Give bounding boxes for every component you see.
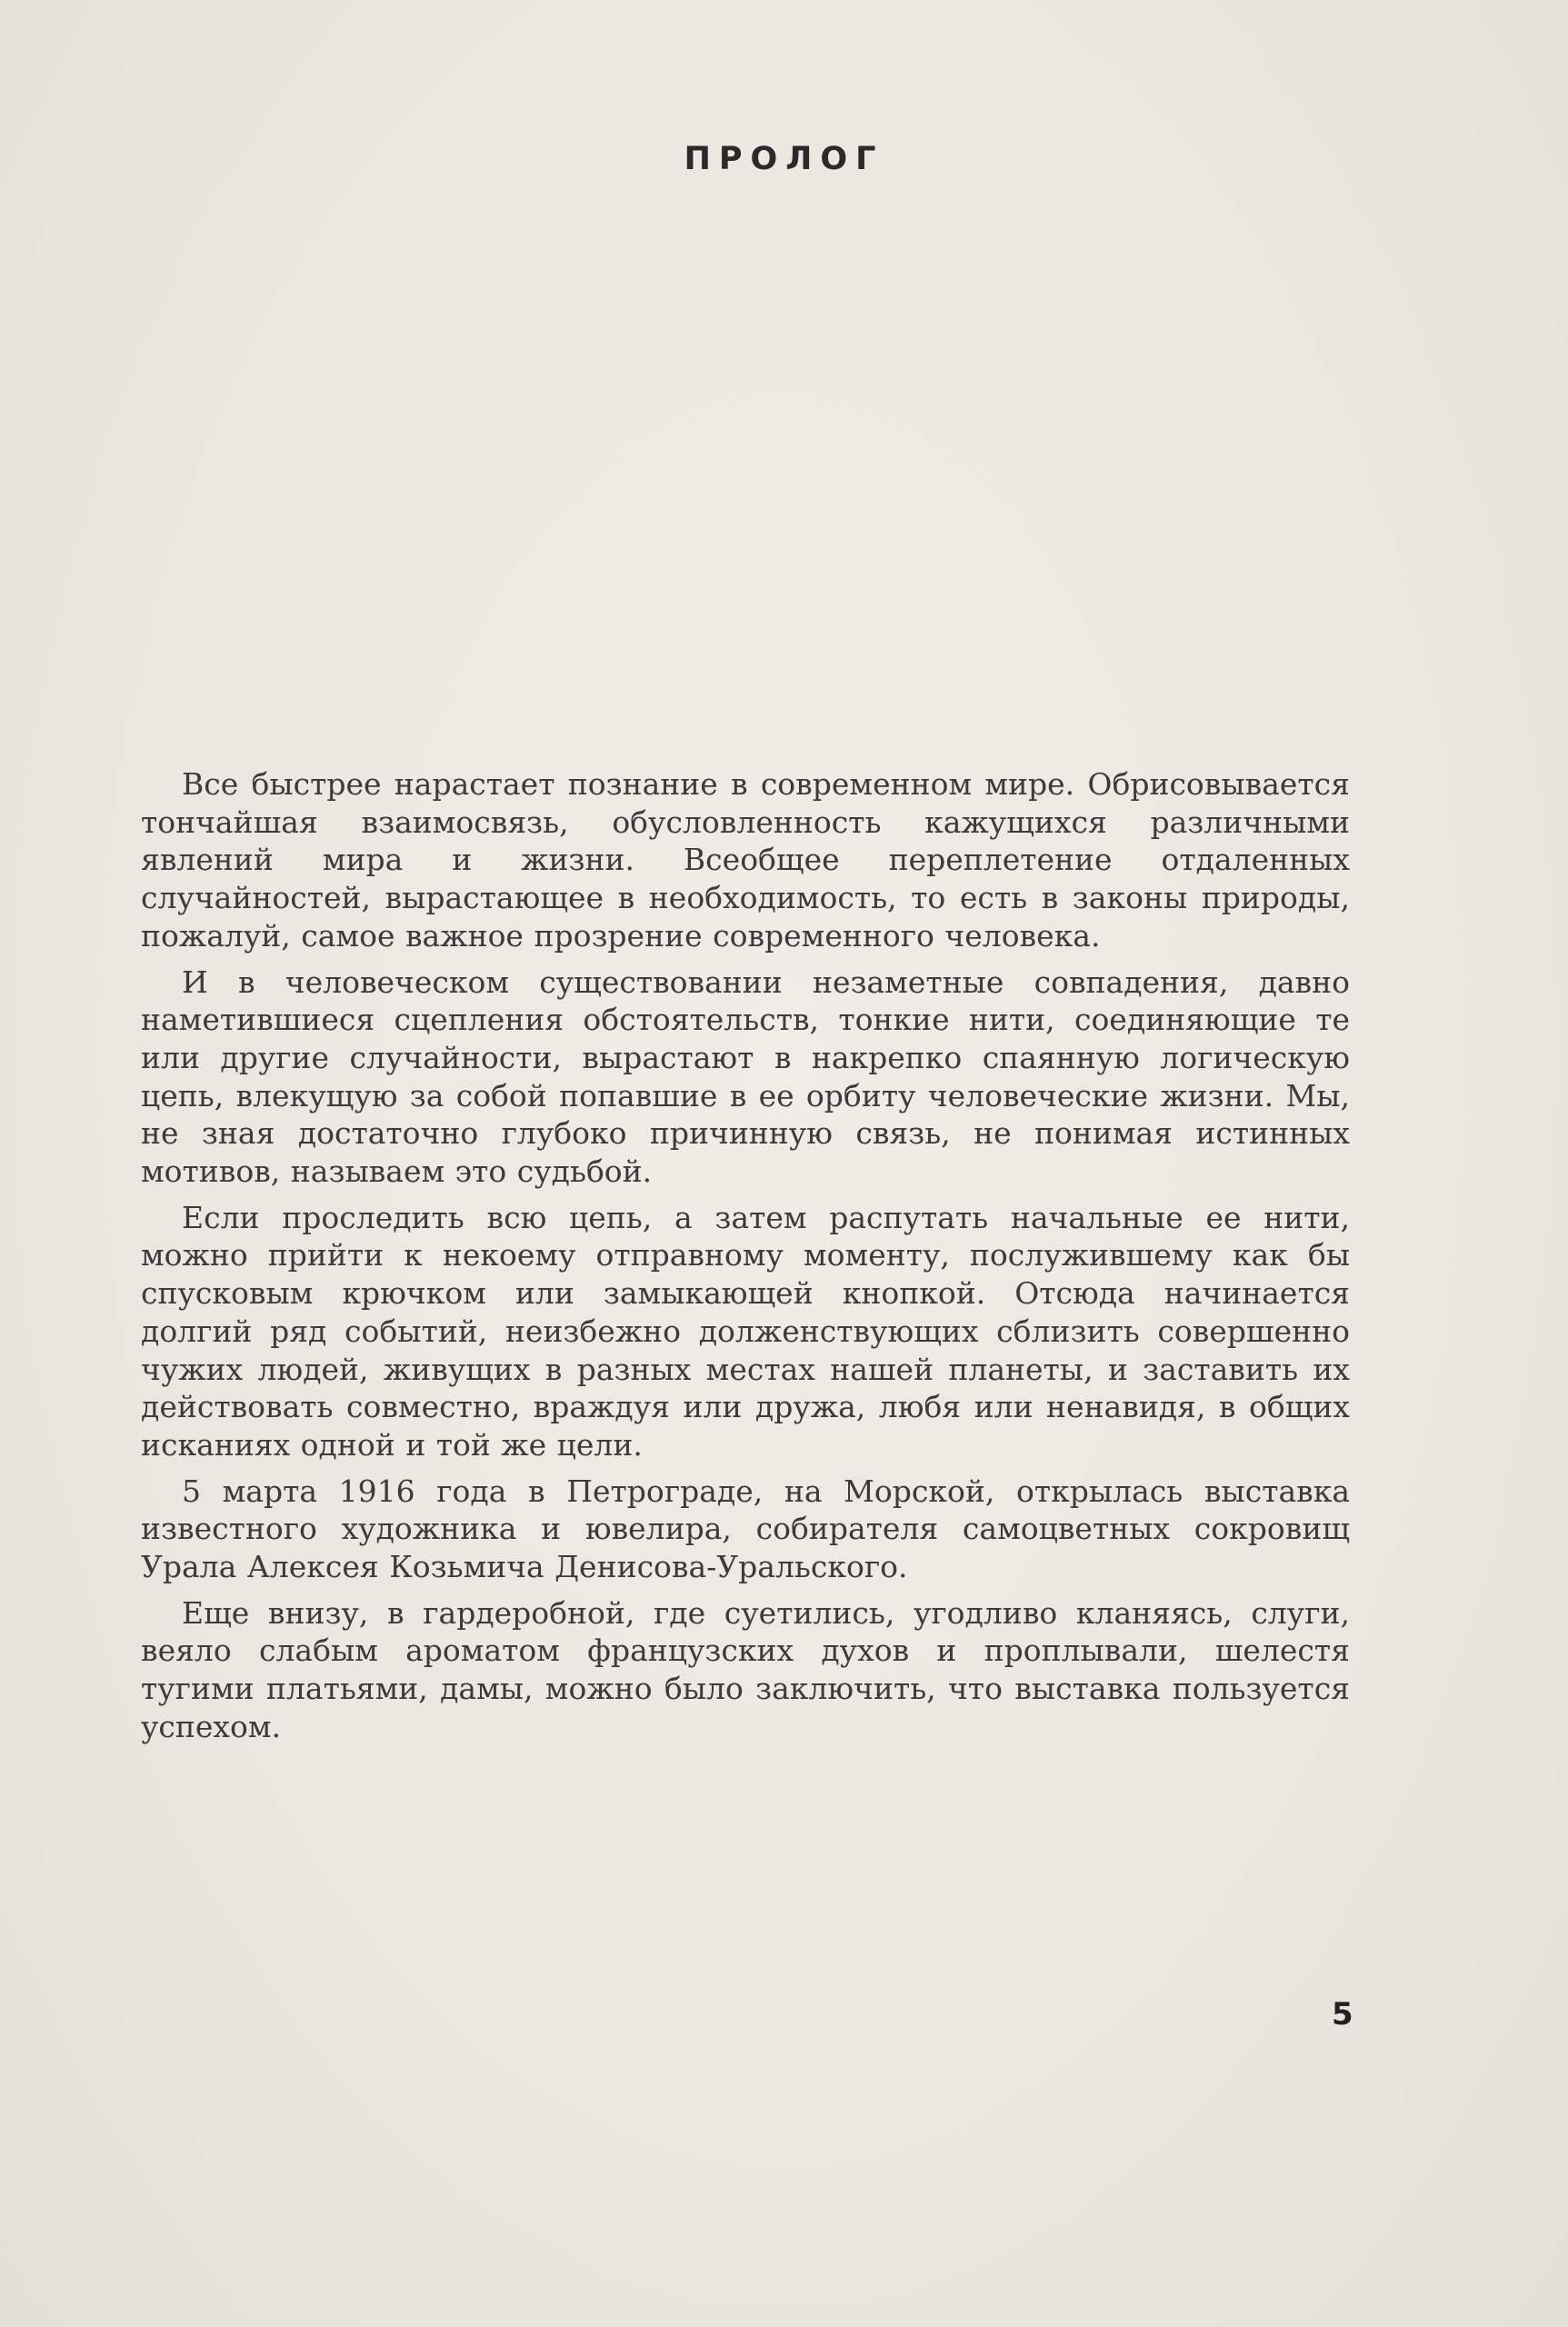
paragraph: И в человеческом существовании незаметные совпадения, давно наметившиеся сцепления обстоятельств, тонкие нити, соединяющие те или другие случайности, вырастают в накрепко спаянную логическую цепь, влекущую за собой попавшие в ее орбиту человеческие жизни. Мы, не зная достаточно глубоко причинную связь, не понимая истинных мотивов, называем это судьбой. (141, 964, 1350, 1190)
body-text (141, 765, 1350, 1754)
paragraph: Еще внизу, в гардеробной, где суетились, угодливо кланяясь, слуги, веяло слабым ароматом французских духов и проплывали, шелестя тугими платьями, дамы, можно было заключить, что выставка пользуется успехом. (141, 1594, 1350, 1744)
page-number: 5 (1332, 1996, 1353, 2032)
chapter-title: ПРОЛОГ (684, 141, 884, 177)
paragraph: Если проследить всю цепь, а затем распутать начальные ее нити, можно прийти к некоему отправному моменту, послужившему как бы спусковым крючком или замыкающей кнопкой. Отсюда начинается долгий ряд событий, неизбежно долженствующих сблизить совершенно чужих людей, живущих в разных местах нашей планеты, и заставить их действовать совместно, враждуя или дружа, любя или ненавидя, в общих исканиях одной и той же цели. (141, 1199, 1350, 1463)
paragraph: Все быстрее нарастает познание в современном мире. Обрисовывается тончайшая взаимосвязь, обусловленность кажущихся различными явлений мира и жизни. Всеобщее переплетение отдаленных случайностей, вырастающее в необходимость, то есть в законы природы, пожалуй, самое важное прозрение современного человека. (141, 766, 1350, 954)
paragraph: 5 марта 1916 года в Петрограде, на Морской, открылась выставка известного художника и ювелира, собирателя самоцветных сокровищ Урала Алексея Козьмича Денисова-Уральского. (141, 1473, 1350, 1585)
